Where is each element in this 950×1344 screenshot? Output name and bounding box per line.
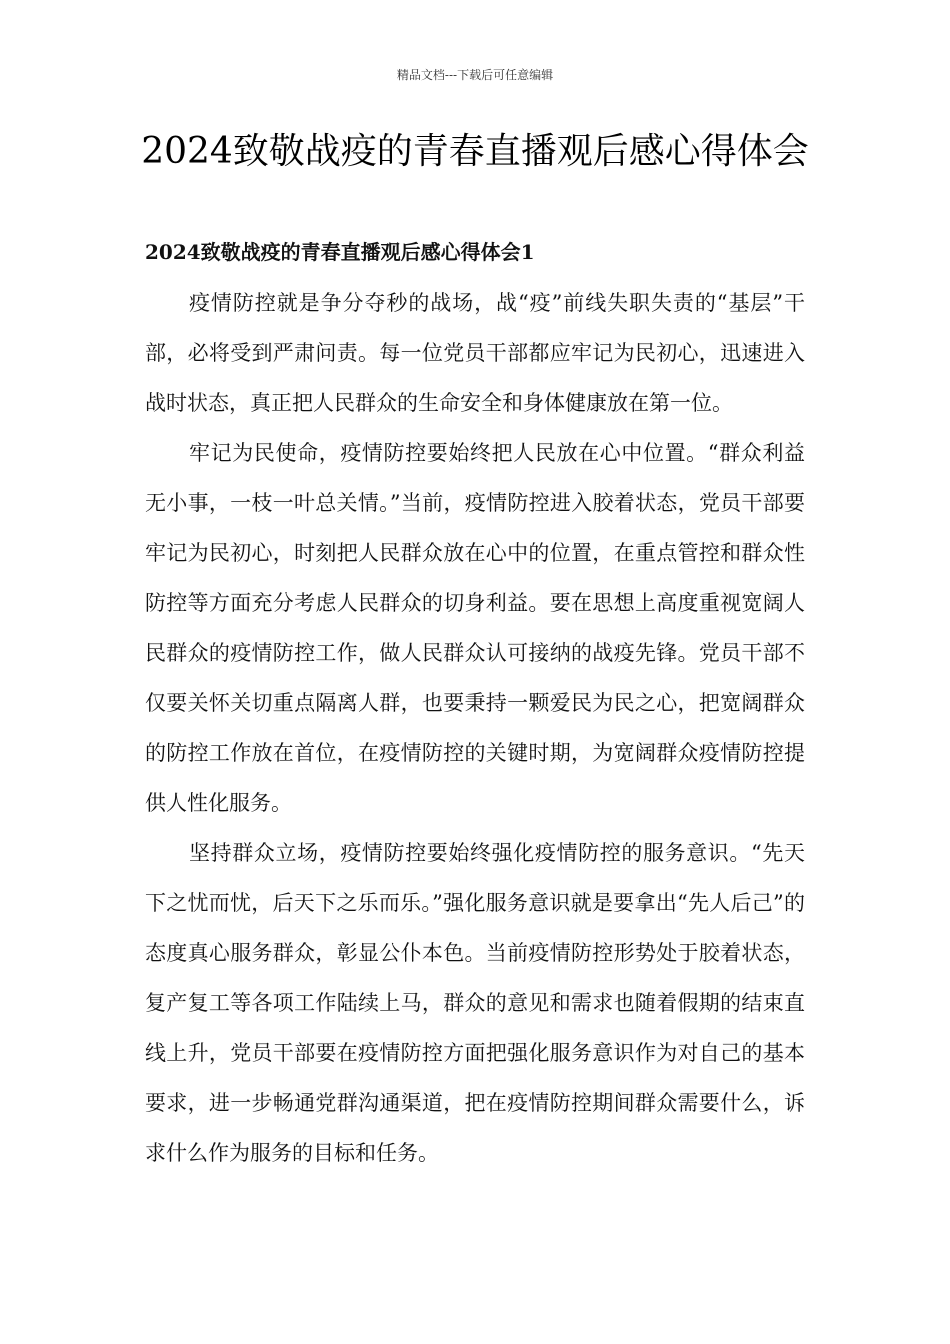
paragraph-2: 牢记为民使命，疫情防控要始终把人民放在心中位置。“群众利益无小事，一枝一叶总关情。”当前，疫情防控进入胶着状态，党员干部要牢记为民初心，时刻把人民群众放在心中的位置，在重点管控和群众性防控等方面充分考虑人民群众的切身利益。要在思想上高度重视宽阔人民群众的疫情防控工作，做人民群众认可接纳的战疫先锋。党员干部不仅要关怀关切重点隔离人群，也要秉持一颗爱民为民之心，把宽阔群众的防控工作放在首位，在疫情防控的关键时期，为宽阔群众疫情防控提供人性化服务。 xyxy=(145,441,805,815)
paragraph-1: 疫情防控就是争分夺秒的战场，战“疫”前线失职失责的“基层”干部，必将受到严肃问责。每一位党员干部都应牢记为民初心，迅速进入战时状态，真正把人民群众的生命安全和身体健康放在第一位。 xyxy=(145,291,805,415)
document-body xyxy=(145,278,805,1178)
section-heading: 2024致敬战疫的青春直播观后感心得体会1 xyxy=(145,240,535,264)
document-title: 2024致敬战疫的青春直播观后感心得体会 xyxy=(141,131,809,172)
header-note: 精品文档---下载后可任意编辑 xyxy=(396,68,554,82)
paragraph-3: 坚持群众立场，疫情防控要始终强化疫情防控的服务意识。“先天下之忧而忧，后天下之乐而乐。”强化服务意识就是要拿出“先人后己”的态度真心服务群众，彰显公仆本色。当前疫情防控形势处于胶着状态，复产复工等各项工作陆续上马，群众的意见和需求也随着假期的结束直线上升，党员干部要在疫情防控方面把强化服务意识作为对自己的基本要求，进一步畅通党群沟通渠道，把在疫情防控期间群众需要什么，诉求什么作为服务的目标和任务。 xyxy=(145,841,805,1165)
